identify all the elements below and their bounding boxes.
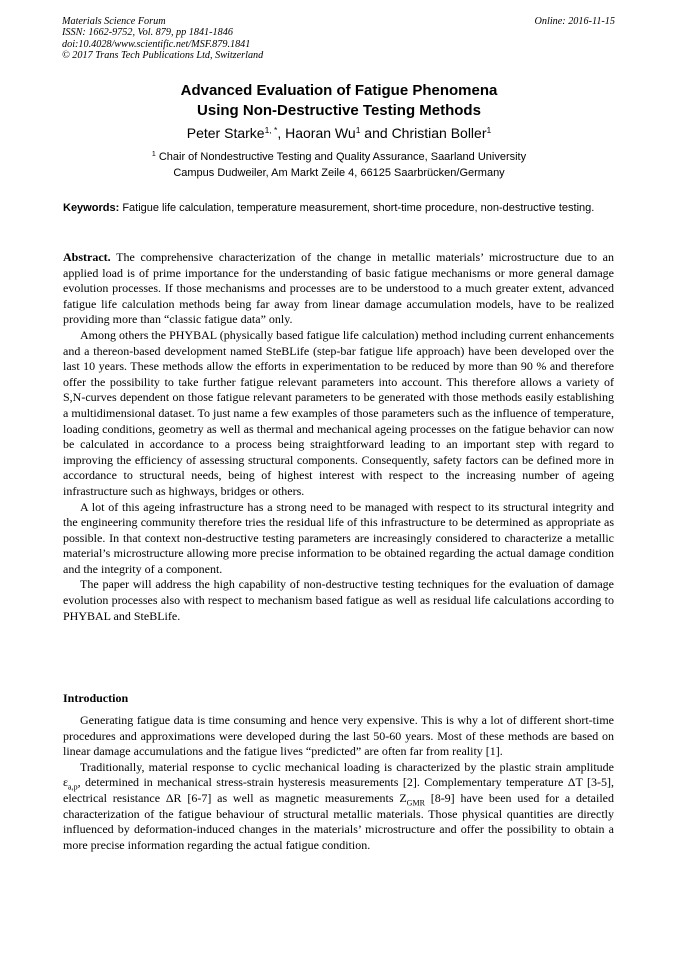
abstract-paragraph — [63, 250, 614, 328]
author-affiliation-mark: 1 — [355, 125, 361, 135]
author-name: Christian Boller — [391, 125, 487, 141]
journal-doi: doi:10.4028/www.scientific.net/MSF.879.1841 — [62, 38, 251, 50]
affiliation-mark: 1 — [151, 151, 156, 158]
introduction-paragraph: Generating fatigue data is time consuming and hence very expensive. This is why a lot of different short-time procedures and approximations were developed during the last 50-60 years. Most of these methods are based on linear damage accumulations and the fatigue lives “predicted” are often far from reality [1]. — [63, 713, 614, 759]
keywords — [63, 201, 614, 216]
affiliation-line-2: Campus Dudweiler, Am Markt Zeile 4, 66125 Saarbrücken/Germany — [173, 167, 505, 179]
paragraph-text: [8-9] have been used for a detailed characterization of the fatigue behaviour of structural metallic materials. Those physical quantities are directly influenced by deformation-induced changes in the materials’ microstructure and offer the possibility to obtain a more precise information regarding the actual fatigue condition. — [63, 790, 614, 852]
journal-header — [62, 16, 263, 62]
subscript: a,p — [68, 782, 78, 792]
title-line-2: Using Non-Destructive Testing Methods — [197, 102, 481, 119]
paragraph-text: , determined in mechanical stress-strain hysteresis measurements [2]. Complementary temperature ΔT [3-5], electrical resistance ΔR [6-7] as well as magnetic measurements Z — [63, 775, 614, 805]
journal-copyright: © 2017 Trans Tech Publications Ltd, Switzerland — [62, 50, 264, 62]
author-separator: , — [277, 125, 286, 141]
affiliation — [0, 149, 678, 181]
abstract-paragraph: A lot of this ageing infrastructure has a strong need to be managed with respect to its structural integrity and the engineering community therefore tries the residual life of this infrastructure to be determined as appropriate as possible. In that context non-destructive testing parameters are increasingly considered to characterize a metallic material’s microstructure allowing more precise information to be obtained regarding the actual damage condition and the integrity of a component. — [63, 499, 614, 576]
author-separator: and — [360, 125, 392, 141]
keywords-label: Keywords: — [63, 202, 120, 214]
author-list — [0, 124, 678, 142]
affiliation-line-1 — [0, 149, 678, 165]
author-name: Haoran Wu — [285, 125, 356, 141]
journal-issn: ISSN: 1662-9752, Vol. 879, pp 1841-1846 — [62, 27, 233, 39]
affiliation-institution: Chair of Nondestructive Testing and Quality Assurance, Saarland University — [158, 151, 527, 163]
online-date-header — [535, 16, 615, 27]
title-line-1: Advanced Evaluation of Fatigue Phenomena — [180, 82, 498, 99]
abstract-paragraph: Among others the PHYBAL (physically based fatigue life calculation) method including current enhancements and a thereon-based development named SteBLife (step-bar fatigue life approach) have been developed over the last 10 years. These methods allow the efforts in experimentation to be reduced by more than 90 % and therefore offer the possibility to take further fatigue relevant parameters into account. This therefore allows a variety of S,N-curves dependent on those fatigue relevant parameters to be generated with those methods easily establishing a multidimensional dataset. To just name a few examples of those parameters such as the influence of temperature, loading conditions, geometry as well as thermal and mechanical ageing processes on the fatigue behavior can now be calculated in accordance to a process being straightforward leading to an important step with regard to improving the efficiency of assessing structural components. Consequently, safety factors can be defined more in accordance to structural needs, being of highest interest with respect to the increasing number of ageing infrastructure such as highways, bridges or others. — [63, 327, 614, 498]
paper-title — [0, 81, 678, 121]
abstract-paragraph: The paper will address the high capability of non-destructive testing techniques for the evaluation of damage evolution processes also with respect to mechanism based fatigue as well as residual life calculations according to PHYBAL and SteBLife. — [63, 577, 614, 623]
paragraph-text: Traditionally, material response to cyclic mechanical loading is characterized by the plastic strain amplitude ε — [63, 759, 614, 790]
online-date: Online: 2016-11-15 — [534, 16, 615, 27]
author-affiliation-mark: 1, * — [264, 125, 278, 135]
abstract-label: Abstract. — [63, 250, 111, 264]
abstract-text: The comprehensive characterization of the change in metallic materials’ microstructure due to an applied load is of prime importance for the understanding of basic fatigue mechanisms or more general damage evolution processes. If those mechanisms and processes are to be understood to a much greater extent, advanced fatigue life calculation methods being far away from linear damage accumulation models, have to be realized providing more than “classic fatigue data” only. — [63, 250, 614, 327]
abstract-section — [63, 250, 614, 624]
introduction-paragraph — [63, 760, 614, 854]
section-heading-introduction: Introduction — [63, 691, 129, 705]
author-name: Peter Starke — [186, 125, 265, 141]
author-affiliation-mark: 1 — [486, 125, 492, 135]
keywords-text: Fatigue life calculation, temperature measurement, short-time procedure, non-destructive testing. — [122, 202, 595, 214]
introduction-section — [63, 713, 614, 853]
journal-name: Materials Science Forum — [62, 16, 166, 27]
subscript: GMR — [406, 798, 425, 808]
